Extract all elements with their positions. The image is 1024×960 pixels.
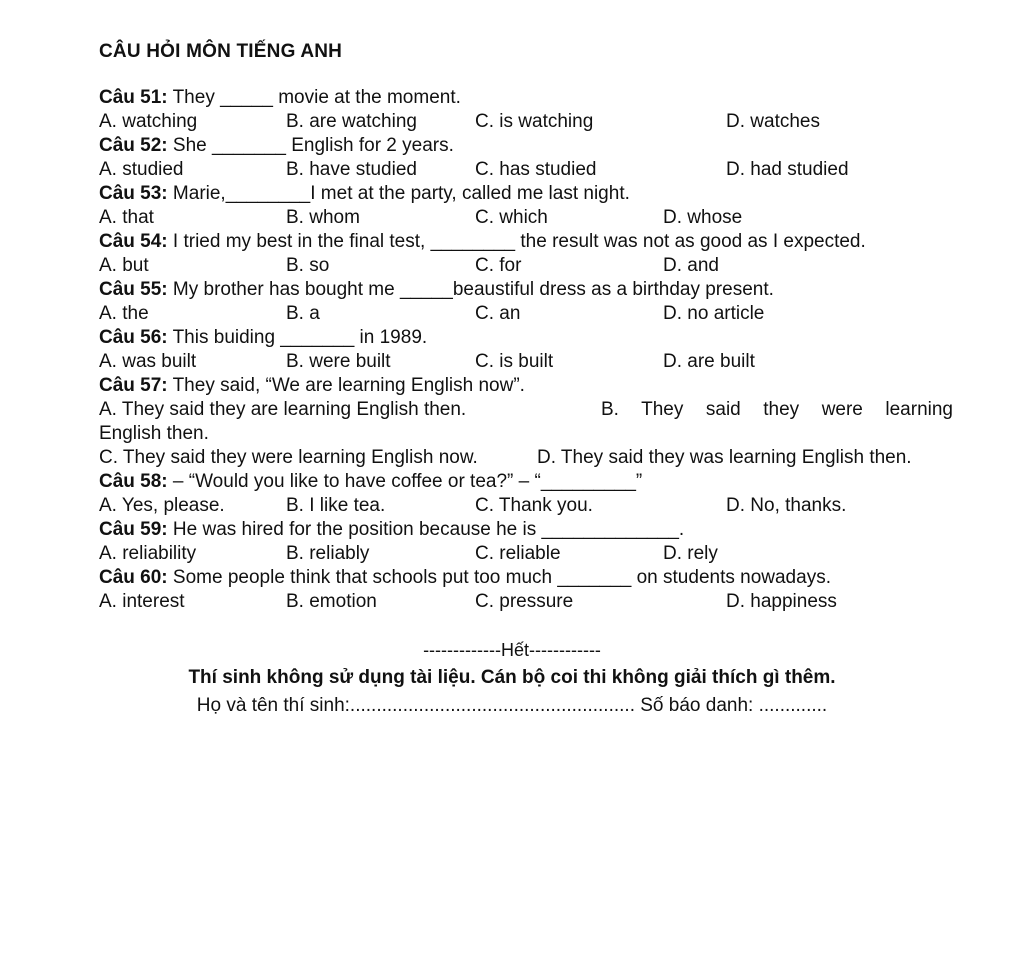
question-60	[99, 566, 959, 590]
question-55	[99, 278, 959, 302]
option-d: D. whose	[663, 207, 743, 228]
question-label: Câu 55:	[99, 279, 168, 300]
end-separator: -------------Hết------------	[423, 640, 601, 660]
option-b: B. I like tea.	[286, 495, 386, 516]
options-51	[99, 110, 959, 134]
option-a: A. that	[99, 207, 154, 228]
option-b: B. were built	[286, 351, 391, 372]
option-d: D. No, thanks.	[726, 495, 847, 516]
options-57-row2	[99, 446, 959, 470]
question-56	[99, 326, 959, 350]
option-b: B. so	[286, 255, 330, 276]
option-c: C. Thank you.	[475, 495, 593, 516]
options-59	[99, 542, 959, 566]
option-a: A. reliability	[99, 543, 197, 564]
options-57-row1	[99, 398, 959, 422]
option-d: D. They said they was learning English then.	[537, 447, 912, 468]
page-title: CÂU HỎI MÔN TIẾNG ANH	[99, 41, 343, 62]
option-a: A. was built	[99, 351, 197, 372]
option-d: D. rely	[663, 543, 718, 564]
question-58	[99, 470, 959, 494]
option-a: A. the	[99, 303, 149, 324]
question-text: He was hired for the position because he is _____________.	[167, 519, 685, 540]
question-59	[99, 518, 959, 542]
options-54	[99, 254, 959, 278]
question-52	[99, 134, 959, 158]
option-d: D. happiness	[726, 591, 837, 612]
exam-note: Thí sinh không sử dụng tài liệu. Cán bộ coi thi không giải thích gì thêm.	[188, 667, 836, 688]
question-54	[99, 230, 959, 254]
question-text: They said, “We are learning English now”.	[167, 375, 525, 396]
option-c: C. has studied	[475, 159, 597, 180]
option-b: B. are watching	[286, 111, 417, 132]
option-a: A. watching	[99, 111, 198, 132]
options-58	[99, 494, 959, 518]
question-label: Câu 60:	[99, 567, 168, 588]
option-b-line2: English then.	[99, 423, 209, 444]
option-b: B. a	[286, 303, 320, 324]
option-c: C. for	[475, 255, 522, 276]
question-label: Câu 53:	[99, 183, 168, 204]
exam-page	[99, 41, 959, 614]
option-c: C. They said they were learning English now.	[99, 447, 478, 468]
option-b: B. emotion	[286, 591, 377, 612]
option-a: A. but	[99, 255, 149, 276]
question-text: This buiding _______ in 1989.	[167, 327, 428, 348]
question-label: Câu 52:	[99, 135, 168, 156]
option-b: B. have studied	[286, 159, 417, 180]
question-label: Câu 58:	[99, 471, 168, 492]
question-text: I tried my best in the final test, ________ the result was not as good as I expected.	[167, 231, 866, 252]
option-c: C. pressure	[475, 591, 574, 612]
question-text: Some people think that schools put too much _______ on students nowadays.	[167, 567, 831, 588]
option-a: A. studied	[99, 159, 184, 180]
option-c: C. an	[475, 303, 521, 324]
option-c: C. reliable	[475, 543, 561, 564]
option-d: D. watches	[726, 111, 820, 132]
question-text: She _______ English for 2 years.	[167, 135, 454, 156]
options-60	[99, 590, 959, 614]
option-d: D. and	[663, 255, 719, 276]
option-d: D. no article	[663, 303, 765, 324]
option-b-line1: B. They said they were learning	[601, 399, 953, 420]
question-text: Marie,________I met at the party, called me last night.	[167, 183, 630, 204]
options-55	[99, 302, 959, 326]
option-c: C. which	[475, 207, 548, 228]
option-d: D. are built	[663, 351, 755, 372]
question-text: My brother has bought me _____beaustiful dress as a birthday present.	[167, 279, 774, 300]
candidate-info-line: Họ và tên thí sinh:...................................................... Số báo danh: .............	[196, 695, 828, 716]
options-53	[99, 206, 959, 230]
option-d: D. had studied	[726, 159, 849, 180]
question-text: They _____ movie at the moment.	[167, 87, 461, 108]
option-a: A. interest	[99, 591, 185, 612]
question-label: Câu 56:	[99, 327, 168, 348]
option-a: A. Yes, please.	[99, 495, 225, 516]
question-53	[99, 182, 959, 206]
question-label: Câu 54:	[99, 231, 168, 252]
question-51	[99, 86, 959, 110]
option-a: A. They said they are learning English then.	[99, 399, 467, 420]
option-b: B. reliably	[286, 543, 370, 564]
question-label: Câu 59:	[99, 519, 168, 540]
option-c: C. is watching	[475, 111, 594, 132]
options-56	[99, 350, 959, 374]
question-57	[99, 374, 959, 398]
option-b: B. whom	[286, 207, 360, 228]
option-c: C. is built	[475, 351, 554, 372]
question-text: – “Would you like to have coffee or tea?” – “_________”	[167, 471, 643, 492]
question-label: Câu 57:	[99, 375, 168, 396]
question-label: Câu 51:	[99, 87, 168, 108]
options-52	[99, 158, 959, 182]
